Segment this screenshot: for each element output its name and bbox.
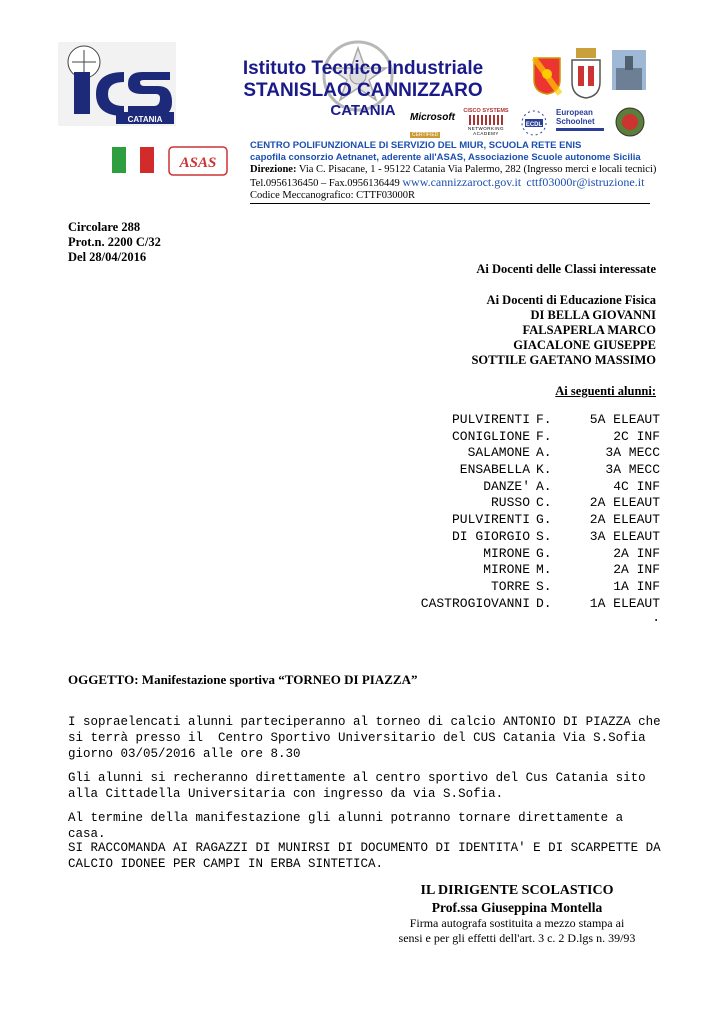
codice-line: Codice Meccanografico: CTTF03000R <box>250 190 416 201</box>
microsoft-logo-sub: CERTIFIED <box>412 132 439 138</box>
student-initial: S. <box>536 578 552 594</box>
european-schoolnet-logo <box>556 108 604 136</box>
body-paragraph-2: Gli alunni si recheranno direttamente al centro sportivo del Cus Catania sito alla Cittadella Universitaria con ingresso da via S.Sofia. <box>68 771 646 801</box>
trailing-row <box>370 612 660 624</box>
student-name: RUSSO <box>490 495 530 511</box>
ecdl-logo-text: ECDL <box>525 122 543 128</box>
trailing-dot: . <box>652 610 660 626</box>
student-row <box>370 445 660 462</box>
recipient-line-1: Ai Docenti delle Classi interessate <box>476 262 656 276</box>
body-paragraph-1: I sopraelencati alunni parteciperanno al torneo di calcio ANTONIO DI PIAZZA che si terrà presso il Centro Sportivo Universitario del CUS Catania Via S.Sofia giorno 03/05/2016 alle ore 8.30 <box>68 715 661 761</box>
school-title-line3: CATANIA <box>330 102 396 119</box>
student-initial: F. <box>536 412 552 427</box>
student-class: 1A ELEAUT <box>589 595 660 611</box>
student-initial: C. <box>536 495 552 511</box>
student-initial: G. <box>536 545 552 561</box>
student-row <box>370 462 660 479</box>
round-badge-logo <box>614 106 646 138</box>
student-row <box>370 546 660 563</box>
teacher-name: GIACALONE GIUSEPPE <box>513 338 656 352</box>
direzione-label: Direzione: <box>250 164 297 175</box>
student-name: CONIGLIONE <box>451 428 530 444</box>
student-name: DANZE' <box>483 478 530 494</box>
student-class: 3A MECC <box>605 445 660 461</box>
student-name: CASTROGIOVANNI <box>420 595 530 611</box>
header-divider <box>250 203 650 204</box>
province-crest-logo <box>568 46 604 100</box>
email-link[interactable]: cttf03000r@istruzione.it <box>526 175 645 189</box>
student-initial: K. <box>536 462 552 478</box>
teacher-name: FALSAPERLA MARCO <box>522 323 656 337</box>
student-row <box>370 562 660 579</box>
body-paragraph-4: SI RACCOMANDA AI RAGAZZI DI MUNIRSI DI DOCUMENTO DI IDENTITA' E DI SCARPETTE DA CALCIO IDONEE PER CAMPI IN ERBA SINTETICA. <box>68 841 661 871</box>
tel-fax: Tel.0956136450 – Fax.0956136449 <box>250 178 403 189</box>
european-schoolnet-bar <box>556 128 604 131</box>
capofila-line: capofila consorzio Aetnanet, aderente all'ASAS, Associazione Scuole autonome Sicilia <box>250 152 641 163</box>
student-row <box>370 529 660 546</box>
teacher-name: SOTTILE GAETANO MASSIMO <box>471 353 656 367</box>
students-heading: Ai seguenti alunni: <box>555 384 656 398</box>
student-class: 2A INF <box>613 562 660 578</box>
signature-name: Prof.ssa Giuseppina Montella <box>431 900 603 915</box>
student-row <box>370 495 660 512</box>
signature-role: IL DIRIGENTE SCOLASTICO <box>420 883 614 898</box>
city-photo-logo <box>612 50 646 90</box>
body-paragraph-3: Al termine della manifestazione gli alunni potranno tornare direttamente a casa. <box>68 811 631 841</box>
student-class: 4C INF <box>613 478 660 494</box>
recipient-teachers-block <box>471 293 656 368</box>
student-class: 2C INF <box>613 428 660 444</box>
school-title <box>222 58 504 119</box>
student-initial: D. <box>536 595 552 611</box>
student-row <box>370 579 660 596</box>
document-meta <box>68 220 161 265</box>
student-initial: S. <box>536 528 552 544</box>
cisco-logo-text: CISCO SYSTEMS <box>463 108 509 114</box>
student-initial: A. <box>536 445 552 461</box>
student-row <box>370 412 660 429</box>
student-name: TORRE <box>490 578 530 594</box>
student-initial: M. <box>536 562 552 578</box>
student-row <box>370 596 660 613</box>
signature-note-2: sensi e per gli effetti dell'art. 3 c. 2 D.lgs n. 39/93 <box>398 931 636 945</box>
ics-logo-caption: CATANIA <box>127 115 163 124</box>
website-link[interactable]: www.cannizzaroct.gov.it <box>402 175 522 189</box>
signature-note-1: Firma autografa sostituita a mezzo stampa ai <box>409 916 625 930</box>
student-name: PULVIRENTI <box>451 412 530 427</box>
student-name: SALAMONE <box>467 445 530 461</box>
direzione-text: Via C. Pisacane, 1 - 95122 Catania Via Palermo, 282 (Ingresso merci e locali tecnici) <box>296 164 657 175</box>
student-class: 2A ELEAUT <box>589 512 660 528</box>
student-initial: A. <box>536 478 552 494</box>
student-name: MIRONE <box>483 545 530 561</box>
microsoft-certified-logo <box>410 112 456 136</box>
school-title-line2: STANISLAO CANNIZZARO <box>243 80 483 101</box>
school-title-line1: Istituto Tecnico Industriale <box>242 58 484 79</box>
asas-logo-text: ASAS <box>179 155 217 171</box>
student-name: ENSABELLA <box>459 462 530 478</box>
signature-block <box>370 882 664 946</box>
contact-line <box>250 176 660 190</box>
ics-logo <box>58 42 176 126</box>
european-schoolnet-text: European Schoolnet <box>556 108 595 126</box>
student-class: 5A ELEAUT <box>589 412 660 427</box>
microsoft-logo-text: Microsoft <box>410 112 455 123</box>
students-list <box>370 412 660 624</box>
subject-line: OGGETTO: Manifestazione sportiva “TORNEO DI PIAZZA” <box>68 672 418 687</box>
student-initial: F. <box>536 428 552 444</box>
circolare-number: Circolare 288 <box>68 220 141 234</box>
document-date: Del 28/04/2016 <box>68 250 147 264</box>
ecdl-logo <box>517 108 551 138</box>
student-class: 2A ELEAUT <box>589 495 660 511</box>
student-row <box>370 512 660 529</box>
student-name: PULVIRENTI <box>451 512 530 528</box>
student-class: 3A ELEAUT <box>589 528 660 544</box>
student-class: 3A MECC <box>605 462 660 478</box>
sicily-region-logo <box>532 56 562 96</box>
italian-flag-icon <box>112 147 154 173</box>
student-row <box>370 479 660 496</box>
student-class: 2A INF <box>613 545 660 561</box>
cisco-bars-icon <box>469 115 503 125</box>
cisco-academy-logo <box>463 108 509 136</box>
student-name: MIRONE <box>483 562 530 578</box>
cisco-logo-sub: NETWORKING ACADEMY <box>468 126 504 136</box>
student-class: 1A INF <box>613 578 660 594</box>
centro-line: CENTRO POLIFUNZIONALE DI SERVIZIO DEL MIUR, SCUOLA RETE ENIS <box>250 140 582 151</box>
student-row <box>370 429 660 446</box>
protocol-number: Prot.n. 2200 C/32 <box>68 235 161 249</box>
student-initial: G. <box>536 512 552 528</box>
student-name: DI GIORGIO <box>451 528 530 544</box>
recipient-line-2: Ai Docenti di Educazione Fisica <box>486 293 656 307</box>
asas-logo <box>168 146 228 176</box>
teacher-name: DI BELLA GIOVANNI <box>530 308 656 322</box>
header-info <box>250 140 660 202</box>
